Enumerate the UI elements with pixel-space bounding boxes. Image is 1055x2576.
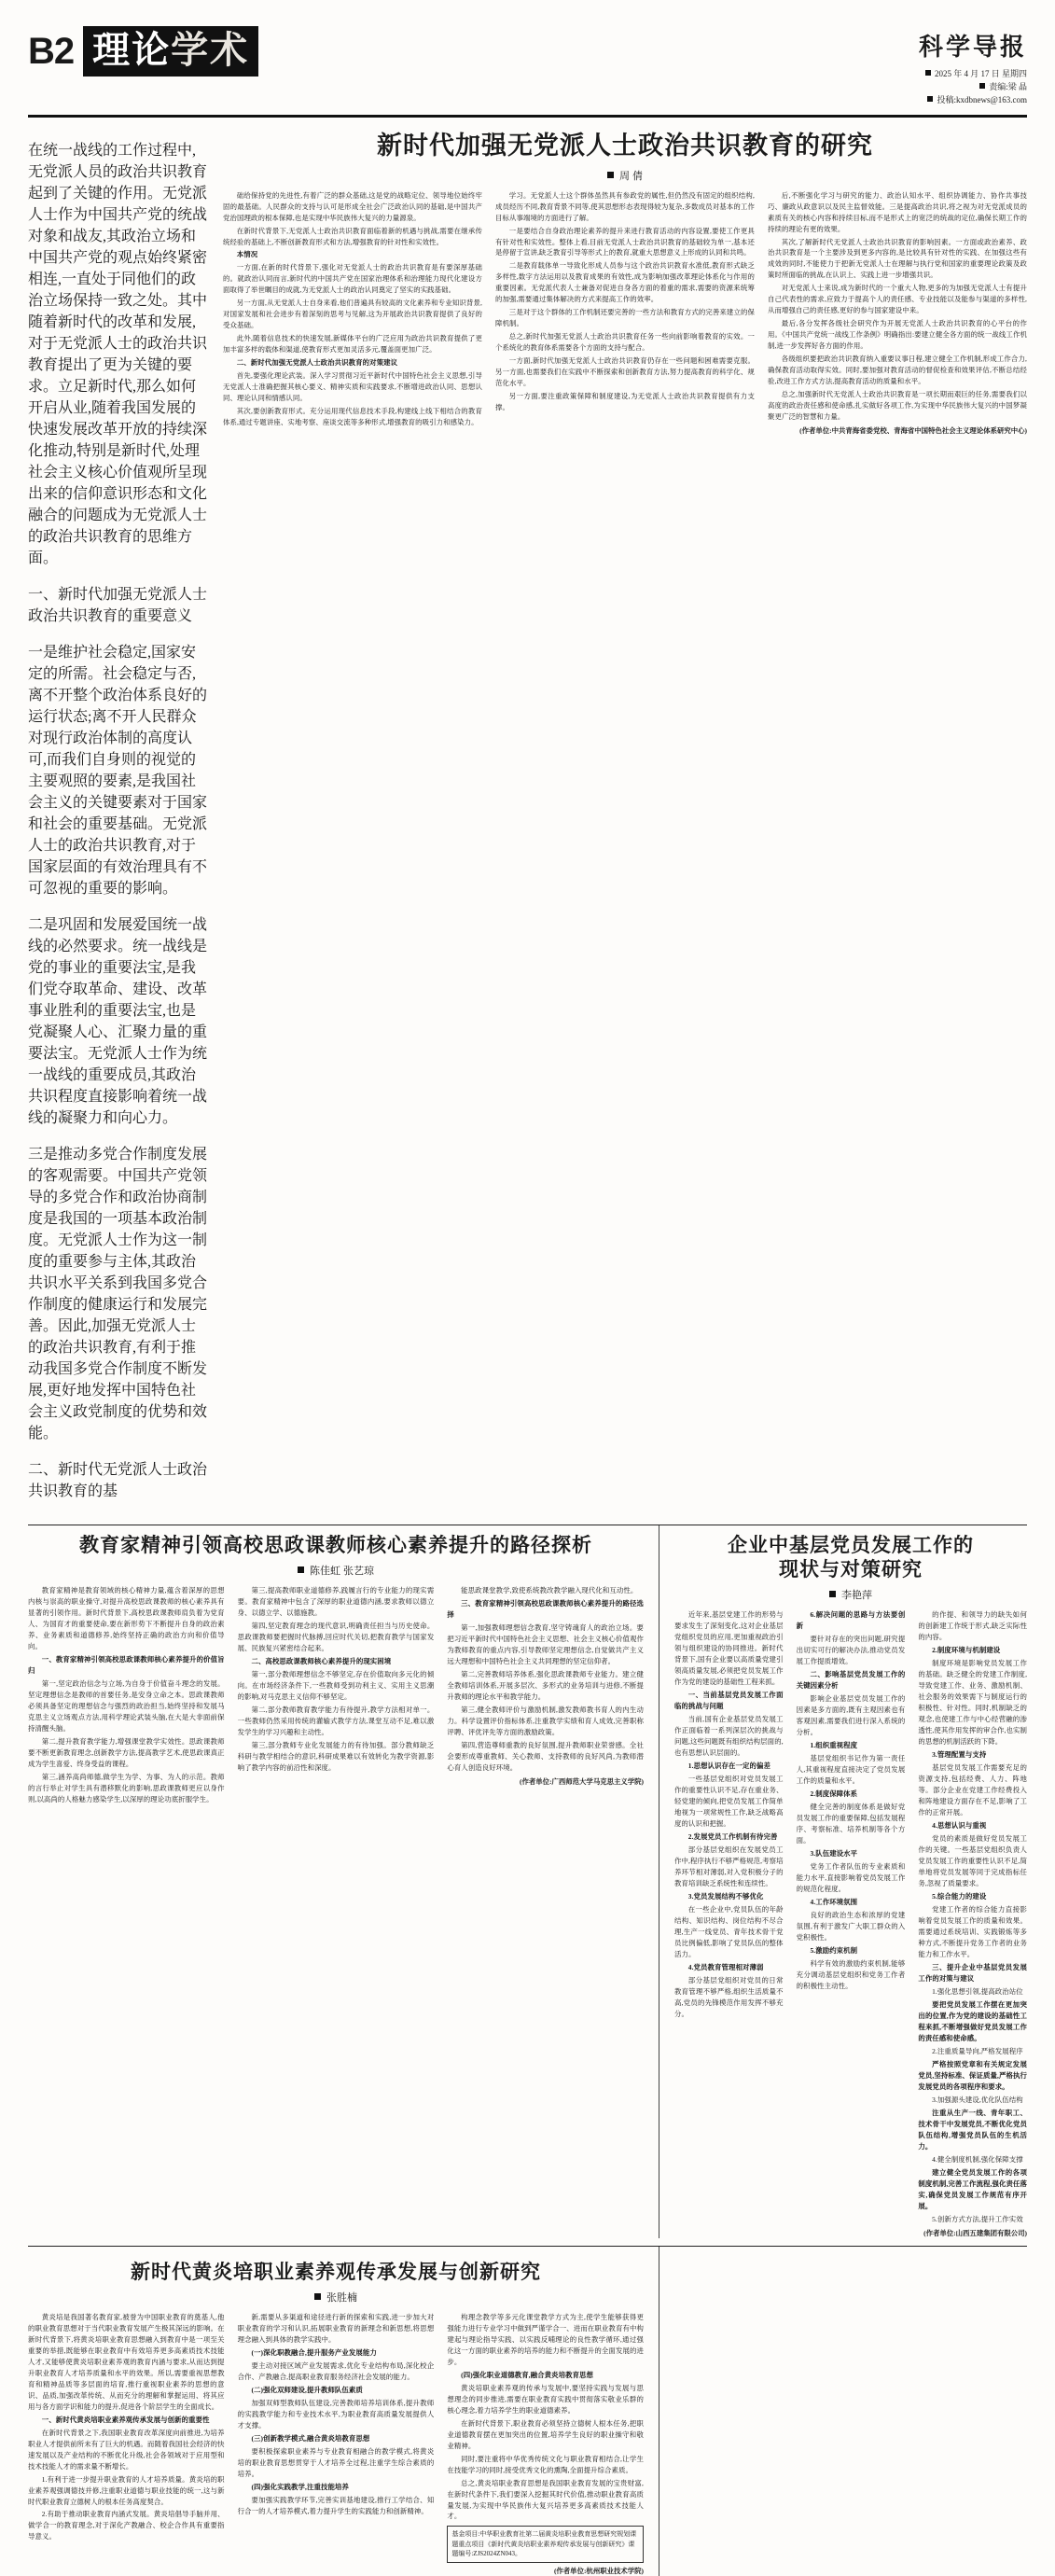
article-1-main [223,123,1027,1515]
paragraph: 1.强化思想引领,提高政治站位 [932,1986,1023,1996]
paragraph: 要加强实践教学环节,完善实训基地建设,推行工学结合、知行合一的人才培养模式,着力提升学生的实践能力和创新精神。 [237,2495,435,2515]
paragraph: 科学有效的激励约束机制,能够充分调动基层党组织和党务工作者的积极性主动性。 [796,1958,906,1990]
bottom-right-spacer [674,2247,1027,2576]
article-4-headline: 新时代黄炎培职业素养观传承发展与创新研究 [131,2260,541,2283]
article-1-lead-column [28,123,210,1515]
paragraph: 部分基层党组织对党员的日常教育管理不够严格,组织生活质量不高,党员的先锋模范作用发挥不够充分。 [674,1975,784,2018]
paragraph: 三、教育家精神引领高校思政课教师核心素养提升的路径选择 [447,1599,645,1620]
paragraph: 各级组织要把政治共识教育纳入重要议事日程,建立健全工作机制,形成工作合力,确保教育活动取得实效。同时,要加强对教育活动的督促检查和效果评估,不断总结经验,改进工作方式方法,提高教育活动的质量和水平。 [768,355,1027,386]
paragraph: 3.队伍建设水平 [810,1849,858,1858]
section-char-shu: 术 [210,30,250,71]
paragraph: 在新时代背景下,职业教育必须坚持立德树人根本任务,把职业道德教育摆在更加突出的位置,培养学生良好的职业操守和敬业精神。 [447,2418,645,2450]
paragraph: 一方面,新时代加强无党派人士政治共识教育仍存在一些问题和困难需要克服。另一方面,也需要我们在实践中不断探索和创新教育方法,努力提高教育的科学化、规范化水平。 [495,356,755,388]
article-3-headline-line2: 现状与对策研究 [779,1558,923,1581]
paragraph: 第三,涵养高尚师德,做学生为学、为事、为人的示范。教师的言行举止对学生具有潜移默化的影响,思政课教师更应以身作则,以高尚的人格魅力感染学生,以深厚的理论功底折服学生。 [28,1772,225,1803]
paragraph: 制度环境是影响党员发展工作的基础。缺乏健全的党建工作制度,导致党建工作、业务、激励机制、社会服务的效果需下与制度运行的积极性、针对性。同时,机制缺乏的观念,也使建工作与中心经营融的渗透性,使其作用发挥的审合作,也实制的思想的机制活跃的下降。 [918,1659,1028,1747]
paragraph: 4.健全制度机制,强化保障支撑 [932,2154,1023,2164]
paragraph: 二、高校思政课教师核心素养提升的现实困境 [251,1656,392,1665]
paragraph: 第三,部分教师专业化发展能力的有待加强。部分教师缺乏科研与教学相结合的意识,科研成果难以有效转化为教学资源,影响了教学内容的前沿性和深度。 [237,1740,435,1772]
paragraph: 当前,国有企业基层党员发展工作正面临着一系列深层次的挑战与问题,这些问题既有组织结构层面的,也有思想认识层面的。 [674,1715,784,1758]
paragraph: 新,需要从多渠道和途径进行新的探索和实践,进一步加大对职业教育的学习和认识,拓展职业教育的新理念和新思想,将思想理念融入到具体的教学实践中。 [237,2312,435,2344]
paragraph: 同时,要注重将中华优秀传统文化与职业教育相结合,让学生在技能学习的同时,接受优秀文化的熏陶,全面提升综合素质。 [447,2454,645,2474]
date-line: 2025 年 4 月 17 日 星期四 [934,69,1027,78]
paragraph: 在一些企业中,党员队伍的年龄结构、知识结构、岗位结构不尽合理,生产一线党员、青年技术骨干党员比例偏低,影响了党员队伍的整体活力。 [674,1904,784,1958]
section-char-xue: 学 [171,30,211,71]
paragraph: 黄炎培是我国著名教育家,被誉为中国职业教育的奠基人,他的职业教育思想对于当代职业教育发展产生极其深远的影响。在新时代背景下,将黄炎培职业教育思想融入到教育中是一项至关重要的举措,既能够在职业教育中有效培养更多高素质技术技能人才,又能够使黄炎培职业素养观的教育内涵与要求,从而达到提升职业教育人才培养质量和水平的效果。所以,需要重视思想教育和精神品质等多层面的培育,推行重视职业素养的思想的意识、品质,加强改革传统、从而充分的理解和掌握运用、将其应用与各方面学识和能力的提升,促进各个阶层学生的全面成长。 [28,2312,225,2411]
article-2-col-3 [447,1585,644,1807]
article-1-credit: (作者单位:中共青海省委党校、青海省中国特色社会主义理论体系研究中心) [799,426,1027,436]
paragraph: 构理念教学等多元化课堂教学方式为主,使学生能够获得更强能力进行专业学习中做到严谨学合一、进而在职业教育有中构建起与理论指导实践、以实践反哺理论的良性教学循环,通过强化这一方面的职业素养的培养的能力和不断提升的全面发展的进步。 [447,2312,645,2366]
paragraph: 加强双师型教师队伍建设,完善教师培养培训体系,提升教师的实践教学能力和专业技术水平,为职业教育高质量发展提供人才支撑。 [237,2398,435,2430]
paragraph: 第二,部分教师教育教学能力有待提升,教学方法相对单一。一些教师仍然采用传统的灌输式教学方法,课堂互动不足,难以激发学生的学习兴趣和主动性。 [237,1705,435,1736]
paragraph: 第一,部分教师理想信念不够坚定,存在价值取向多元化的倾向。在市场经济条件下,一些教师受到功利主义、实用主义思潮的影响,对马克思主义信仰不够坚定。 [237,1669,435,1701]
article-2-credit: (作者单位:广西师范大学马克思主义学院) [519,1776,645,1786]
middle-row [28,1525,1027,2247]
paragraph: 部分基层党组织在发展党员工作中,程序执行不够严格规范,考察培养环节相对薄弱,对入党积极分子的教育培训缺乏系统性和连续性。 [674,1845,784,1887]
paragraph: 一、新时代黄炎培职业素养观传承发展与创新的重要性 [41,2415,210,2424]
paper-name: 科学导报 [918,34,1027,61]
article-2-col-1 [28,1585,225,1807]
paragraph: 能思政课堂教学,致使系统教改教学融入现代化和互动性。 [461,1586,638,1595]
paragraph: 二、新时代加强无党派人士政治共识教育的对策建议 [236,358,398,368]
paragraph: 最后,各分发挥各级社会研究作为开展无党派人士政治共识教育的心平台的作用。《中国共产党统一战线工作条例》明确指出:要建立健全各方面的统一战线工作机制,进一步发挥好各方面的作用。 [768,319,1027,351]
article-1-headline: 新时代加强无党派人士政治共识教育的研究 [377,131,873,160]
editor-line: 责编:梁 晶 [989,81,1027,91]
paragraph: 1.思想认识存在一定的偏差 [687,1761,770,1771]
paragraph: 本情况 [236,250,258,259]
article-3-headline [674,1533,1027,1582]
paragraph: 一、当前基层党员发展工作面临的挑战与问题 [674,1691,784,1711]
article-3-col-2 [797,1609,906,2237]
paragraph: 二、影响基层党员发展工作的关键因素分析 [796,1670,906,1691]
paragraph: 第二,提升教育教学能力,增强课堂教学实效性。思政课教师要不断更新教育理念,创新教学方法,提高教学艺术,使思政课真正成为学生喜爱、终身受益的课程。 [28,1736,225,1768]
paragraph: (三)创新教学模式,融合黄炎培教育思想 [251,2433,370,2443]
submit-line: 投稿:kxdbnews@163.com [937,94,1027,104]
page-number: B2 [28,31,75,72]
article-4-col-2 [238,2312,435,2576]
paragraph: 二是教育载体单一导致化形成人员参与这个政治共识教育水准低,教育形式缺乏多样性,数字方法运用以及教育成果的有效性,成为影响加强改革理论体系化与作用的重要因素。无党派代表人士兼备对促进自身各方面的着重的需求,需要的资源来统筹的加强,需要通过集体解决的方式来提高工作的效率。 [495,261,755,304]
paragraph: 第四,坚定教育理念的现代意识,明确责任担当与历史使命。思政课教师要把握时代脉搏,回应时代关切,把教育教学与国家发展、民族复兴紧密结合起来。 [237,1622,435,1652]
article-1 [28,118,1027,1525]
article-2 [28,1525,644,2238]
paragraph: 党员的素质是做好党员发展工作的关键。一些基层党组织负责人党员发展工作的重要性认识不足,简单地将党员发展等同于完成指标任务,忽视了质量要求。 [918,1834,1028,1887]
paragraph: 总之,加强新时代无党派人士政治共识教育是一项长期而艰巨的任务,需要我们以高度的政治责任感和使命感,扎实做好各项工作,为实现中华民族伟大复兴的中国梦凝聚更广泛的智慧和力量。 [768,390,1027,422]
paragraph: 注重从生产一线、青年职工、技术骨干中发展党员,不断优化党员队伍结构,增强党员队伍的生机活力。 [918,2108,1028,2151]
article-4-byline [28,2290,644,2304]
article-1-col-3 [495,190,755,437]
paragraph: 总之,新时代加强无党派人士政治共识教育任务一些向前影响着教育的实效。一个系统化的教育体系需要各个方面的支持与配合。 [495,332,755,353]
author-name: 陈佳虹 张艺琼 [309,1566,375,1578]
paragraph: 2.注重质量导向,严格发展程序 [932,2046,1023,2055]
paragraph: 4.工作环境氛围 [810,1897,858,1906]
paragraph: 4.党员教育管理相对薄弱 [687,1962,764,1971]
paragraph: 教育家精神是教育领域的核心精神力量,蕴含着深厚的思想内核与崇高的职业操守,对提升高校思政课教师的核心素养具有显著的引领作用。新时代背景下,高校思政课教师肩负着为党育人、为国育才的重要使命,要在新形势下不断提升自身的政治素养、业务素质和道德修养,始终坚持正确的政治方向和价值导向。 [28,1586,225,1650]
masthead-meta [919,68,1027,107]
bottom-row [28,2247,1027,2576]
paragraph: 第三,提高教师职业道德修养,践履言行的专业能力的现实需要。教育家精神中包含了深厚的职业道德内涵,要求教师以德立身、以德立学、以德施教。 [237,1586,435,1618]
masthead-right [919,26,1027,107]
byline-bullet-icon [607,172,614,178]
bullet-icon [979,83,985,89]
paragraph: 1.有利于进一步提升职业教育的人才培养质量。黄炎培的职业素养观强调德技并修,注重职业道德与职业技能的统一,这与新时代职业教育立德树人的根本任务高度契合。 [28,2474,225,2506]
author-name: 张胜楠 [326,2291,357,2304]
paragraph: 一、新时代加强无党派人士政治共识教育的重要意义 [28,586,208,624]
paragraph: 一些基层党组织对党员发展工作的重要性认识不足,存在重业务、轻党建的倾向,把党员发展工作简单地视为一项常规性工作,缺乏战略高度的认识和把握。 [674,1775,784,1829]
paragraph: 3.加强源头建设,优化队伍结构 [932,2095,1023,2104]
paragraph: 严格按照党章和有关规定发展党员,坚持标准、保证质量,严格执行发展党员的各项程序和要求。 [918,2059,1028,2091]
author-name: 李艳萍 [841,1590,872,1602]
paragraph: 5.创新方式方法,提升工作实效 [932,2214,1023,2223]
paragraph: 的作提、和领导力的缺失如何的创新建工作统于形式,缺乏实际性的内容。 [918,1610,1028,1642]
paragraph: 近年来,基层党建工作的形势与要求发生了深刻变化,这对企业基层党组织党员的应用,更加重视政治引领与组织建设的协同推进。新时代背景下,国有企业要以高质量党建引领高质量发展,必须把党员发展工作作为党的建设的基础性工程来抓。 [674,1610,784,1687]
paragraph: 在新时代背景之下,我国职业教育改革深度向前推进,为培养职业人才提供前所未有了巨大的机遇。而随着我国社会经济的快速发展以及产业结构的不断优化升级,社会各领域对于应用型和技术技能人才的需求量不断增长。 [28,2428,225,2471]
paragraph: 础给保持党的先进性,有着广泛的群众基础,这是党的战略定位、领导地位始终牢固的最基础。人民群众的支持与认可是形成全社会广泛政治认同的基础,是中国共产党治国理政的根本保障,也是实现中华民族伟大复兴的力量源泉。 [223,190,482,222]
paragraph: 建立健全党员发展工作的各项制度机制,完善工作流程,强化责任落实,确保党员发展工作规范有序开展。 [918,2167,1028,2210]
paragraph: 2.制度环境与机制建设 [932,1646,1001,1655]
paragraph: 在新时代背景下,无党派人士政治共识教育面临着新的机遇与挑战,需要在继承传统经验的基础上,不断创新教育形式和方法,增强教育的针对性和实效性。 [223,226,482,246]
paragraph: 三是对于这个群体的工作机制还要完善的一些方法和教育方式的完善来建立的保障机制。 [495,308,755,328]
paragraph: 二是巩固和发展爱国统一战线的必然要求。统一战线是党的事业的重要法宝,是我们党夺取革命、建设、改革事业胜利的重要法宝,也是党凝聚人心、汇聚力量的重要法宝。无党派人士作为统一战线的重要成员,其政治共识程度直接影响着统一战线的凝聚力和向心力。 [28,916,208,1126]
paragraph: 后,不断强化学习与研究的能力、政治认知水平、组织协调能力、协作共事技巧、廉政从政意识以及民主监督效能。三是提高政治共识,将之视为对无党派成员的素质有关的核心内容和持续目标,而不是形式上的宽泛的统战的定位,确保长期工作的持续的理论有更的效果。 [768,190,1027,233]
article-4-fund-note: 基金项目:中华职业教育社第二届黄炎培职业教育思想研究规划课题重点项目《新时代黄炎培职业素养观传承发展与创新研究》课题编号:ZJS2024ZN043。 [447,2526,644,2563]
paragraph: 一方面,在新的时代背景下,强化对无党派人士的政治共识教育是有要深厚基础的。就政治认同而言,新时代的中国共产党在国家治理体系和治理能力现代化建设方面取得了举世瞩目的成就,为无党派人士的政治认同奠定了坚实的实践基础。 [223,263,482,295]
article-2-byline [28,1563,644,1578]
paragraph: 影响企业基层党员发展工作的因素是多方面的,既有主观因素也有客观因素,需要我们进行深入系统的分析。 [796,1694,906,1737]
article-3 [674,1525,1027,2238]
paragraph: 2.发展党员工作机制有待完善 [687,1832,778,1842]
paragraph: 一、教育家精神引领高校思政课教师核心素养提升的价值旨归 [28,1654,225,1675]
paragraph: 首先,要强化理论武装。深入学习贯彻习近平新时代中国特色社会主义思想,引导无党派人士准确把握其核心要义、精神实质和实践要求,不断增进政治认同、思想认同、理论认同和情感认同。 [223,371,482,403]
paragraph: 基层党员发展工作需要充足的资源支持,包括经费、人力、阵地等。部分企业在党建工作经费投入和阵地建设方面存在不足,影响了工作的正常开展。 [918,1763,1028,1817]
paragraph: 其次,要创新教育形式。充分运用现代信息技术手段,构建线上线下相结合的教育体系,通过专题讲座、实地考察、座谈交流等多种形式,增强教育的吸引力和感染力。 [223,407,482,427]
paragraph: 要把党员发展工作摆在更加突出的位置,作为党的建设的基础性工程来抓,不断增强做好党员发展工作的责任感和使命感。 [918,1999,1028,2042]
paragraph: 三是推动多党合作制度发展的客观需要。中国共产党领导的多党合作和政治协商制度是我国的一项基本政治制度。无党派人士作为这一制度的重要参与主体,其政治共识水平关系到我国多党合作制度的健康运行和发展完善。因此,加强无党派人士的政治共识教育,有利于推动我国多党合作制度不断发展,更好地发挥中国特色社会主义政党制度的优势和效能。 [28,1146,208,1441]
article-3-col-1 [674,1609,784,2237]
article-4-col-3 [447,2312,644,2576]
paragraph: 2.制度保障体系 [810,1789,858,1799]
paragraph: 3.管理配置与支持 [932,1750,987,1760]
article-2-headline: 教育家精神引领高校思政课教师核心素养提升的路径探析 [79,1533,592,1556]
bullet-icon [927,96,933,102]
paragraph: 此外,随着信息技术的快速发展,新媒体平台的广泛应用为政治共识教育提供了更加丰富多样的载体和渠道,使教育形式更加灵活多元,覆盖面更加广泛。 [223,334,482,355]
paragraph: 二、新时代无党派人士政治共识教育的基 [28,1461,208,1499]
paragraph: 健全完善的制度体系是做好党员发展工作的重要保障,包括发展程序、考察标准、培养机制等各个方面。 [796,1803,906,1845]
section-char-li: 理 [92,30,132,71]
author-name: 周 倩 [618,170,644,182]
masthead [28,26,1027,118]
article-4 [28,2247,644,2576]
paragraph: 其次,了解新时代无党派人士政治共识教育的影响因素。一方面或政治素养、政治共识教育是一个主要涉及到更多内容的,是比较具有针对性的实践、在加强这些有成效的同时,不能使力于把新无党派人士在理解与执行党和国家的重要理论政策及政策时所面临的挑战,在认识上、实践上进一步增强共识。 [768,237,1027,280]
article-3-headline-line1: 企业中基层党员发展工作的 [728,1533,974,1556]
paragraph: (四)强化职业道德教育,融合黄炎培教育思想 [461,2370,594,2379]
paragraph: 黄炎培职业素养观的传承与发展中,要坚持实践与发展与思想理念的同步推进,需要在职业教育实践中贯彻落实敬业乐群的核心理念,着力培养学生的职业道德素养。 [447,2383,645,2415]
article-2-col-2 [238,1585,435,1807]
paragraph: 总之,黄炎培职业教育思想是我国职业教育发展的宝贵财富,在新时代条件下,我们要深入挖掘其时代价值,推动职业教育高质量发展,为实现中华民族伟大复兴培养更多高素质技术技能人才。 [447,2478,645,2521]
masthead-left [28,26,258,77]
paragraph: (一)深化职教融合,提升服务产业发展能力 [251,2347,377,2357]
paragraph: 另一方面,要注重政策保障和制度建设,为无党派人士政治共识教育提供有力支撑。 [495,392,755,412]
byline-bullet-icon [298,1566,304,1573]
paragraph: 要主动对接区域产业发展需求,优化专业结构布局,深化校企合作、产教融合,提高职业教育服务经济社会发展的能力。 [237,2360,435,2381]
article-4-col-1 [28,2312,225,2576]
article-1-col-4 [768,190,1027,437]
paragraph: 4.思想认识与重视 [932,1821,987,1831]
paragraph: 另一方面,从无党派人士自身来看,他们普遍具有较高的文化素养和专业知识背景,对国家发展和社会进步有着深刻的思考与见解,这为开展政治共识教育提供了良好的受众基础。 [223,299,482,330]
paragraph: 基层党组织书记作为第一责任人,其重视程度直接决定了党员发展工作的质量和水平。 [796,1754,906,1786]
section-title [83,26,258,77]
article-4-credit: (作者单位:杭州职业技术学院) [553,2566,645,2575]
paragraph: 一是维护社会稳定,国家安定的所需。社会稳定与否,离不开整个政治体系良好的运行状态;离不开人民群众对现行政治体制的高度认可,而我们自身则的视觉的主要观照的要素,是我国社会主义的关键要素对于国家和社会的重要基础。无党派人士的政治共识教育,对于国家层面的有效治理具有不可忽视的重要的影响。 [28,644,208,897]
paragraph: 要针对存在的突出问题,研究提出切实可行的解决办法,推动党员发展工作提质增效。 [796,1635,906,1666]
article-1-col-2 [223,190,482,437]
article-3-credit: (作者单位:山西五建集团有限公司) [923,2228,1028,2237]
paragraph: 对无党派人士来说,成为新时代的一个重大人物,更多的为加强无党派人士有提升自己代表性的需求,应致力于提高个人的责任感、专业技能以及能参与渠道的多样性,从而增强自己的责任感,更好的参与国家建设中来。 [768,284,1027,315]
paragraph: 良好的政治生态和浓厚的党建氛围,有利于激发广大职工群众的入党积极性。 [796,1910,906,1942]
paragraph: 三、提升企业中基层党员发展工作的对策与建议 [918,1962,1028,1983]
byline-bullet-icon [314,2293,321,2300]
paragraph: 第四,营造尊师重教的良好氛围,提升教师职业荣誉感。全社会要形成尊重教师、关心教师、支持教师的良好风尚,为教师潜心育人创造良好环境。 [447,1740,645,1772]
section-char-lun: 论 [132,30,172,71]
paragraph: (四)强化实践教学,注重技能培养 [251,2482,349,2491]
paragraph: 5.激励约束机制 [810,1945,858,1955]
paragraph: 1.组织重视程度 [810,1741,858,1750]
paragraph: 一是要结合自身政治理论素养的提升来进行教育活动的内容设置,要使工作更具有针对性和实效性。整体上看,目前无党派人士政治共识教育的基础较为单一,基本还是停留于宣讲,缺乏教育引导等形式上的教育,就重大思想意义上形成的认同和共鸣。 [495,226,755,258]
paragraph: 3.党员发展结构不够优化 [687,1891,764,1901]
paragraph: 要积极探索职业素养与专业教育相融合的教学模式,将黄炎培的职业教育思想贯穿于人才培养全过程,注重学生综合素质的培养。 [237,2446,435,2478]
byline-bullet-icon [829,1591,836,1597]
paragraph: 2.有助于推动职业教育内涵式发展。黄炎培倡导手脑并用、做学合一的教育理念,对于深化产教融合、校企合作具有重要指导意义。 [28,2510,225,2541]
paragraph: 第二,完善教师培养体系,强化思政课教师专业能力。建立健全教师培训体系,开展多层次、多形式的业务培训与进修,不断提升教师的理论水平和教学能力。 [447,1669,645,1701]
paragraph: 学习。无党派人士这个群体虽然具有参政党的属性,但仍然没有固定的组织结构,成员经历不同,教育背景不同等,使其思想形态表现得较为复杂,多数成员对基本的工作目标从事端境的方面进行了解。 [495,190,755,222]
bullet-icon [925,70,931,76]
paragraph: 党务工作者队伍的专业素质和能力水平,直接影响着党员发展工作的规范化程度。 [796,1861,906,1893]
paragraph: 5.综合能力的建设 [932,1891,987,1901]
article-3-byline [674,1587,1027,1602]
paragraph: 第一,加强教师理想信念教育,坚守铸魂育人的政治立场。要把习近平新时代中国特色社会主义思想、社会主义核心价值观作为教师教育的重点内容,引导教师坚定理想信念,自觉做共产主义远大理想和中国特色社会主义共同理想的坚定信仰者。 [447,1623,645,1665]
paragraph: 6.解决问题的思路与方法要创新 [796,1610,906,1631]
paragraph: 第三,健全教师评价与激励机制,激发教师教书育人的内生动力。科学设置评价指标体系,注重教学实绩和育人成效,完善职称评聘、评优评先等方面的激励政策。 [447,1705,645,1736]
paragraph: 第一,坚定政治信念与立场,为自身于价值奋斗理念的发展。坚定理想信念是教师的首要任务,是安身立命之本。思政课教师必须具备坚定的理想信念与强烈的政治担当,始终坚持和发展马克思主义立场观点方法,用科学理论武装头脑,在大是大非面前保持清醒头脑。 [28,1678,225,1733]
paragraph: (二)强化双师建设,提升教师队伍素质 [251,2385,363,2394]
article-3-col-3 [918,1609,1027,2237]
paragraph: 在统一战线的工作过程中,无党派人员的政治共识教育起到了关键的作用。无党派人士作为中国共产党的统战对象和战友,其政治立场和中国共产党的观点始终紧密相连,一直处于同他们的政治立场保持一致之处。其中随着新时代的改革和发展,对于无党派人士的政治共识教育提出了更为关键的要求。立足新时代,那么如何开启从业,随着我国发展的快速发展改革开放的持续深化推动,特别是新时代,处理社会主义核心价值观所呈现出来的信仰意识形态和文化融合的问题成为无党派人士的政治共识教育的思维方面。 [28,142,208,566]
paragraph: 党建工作者的综合能力直接影响着党员发展工作的质量和效果。需要通过系统培训、实践锻炼等多种方式,不断提升党务工作者的业务能力和工作水平。 [918,1904,1028,1958]
article-1-byline [223,168,1027,183]
